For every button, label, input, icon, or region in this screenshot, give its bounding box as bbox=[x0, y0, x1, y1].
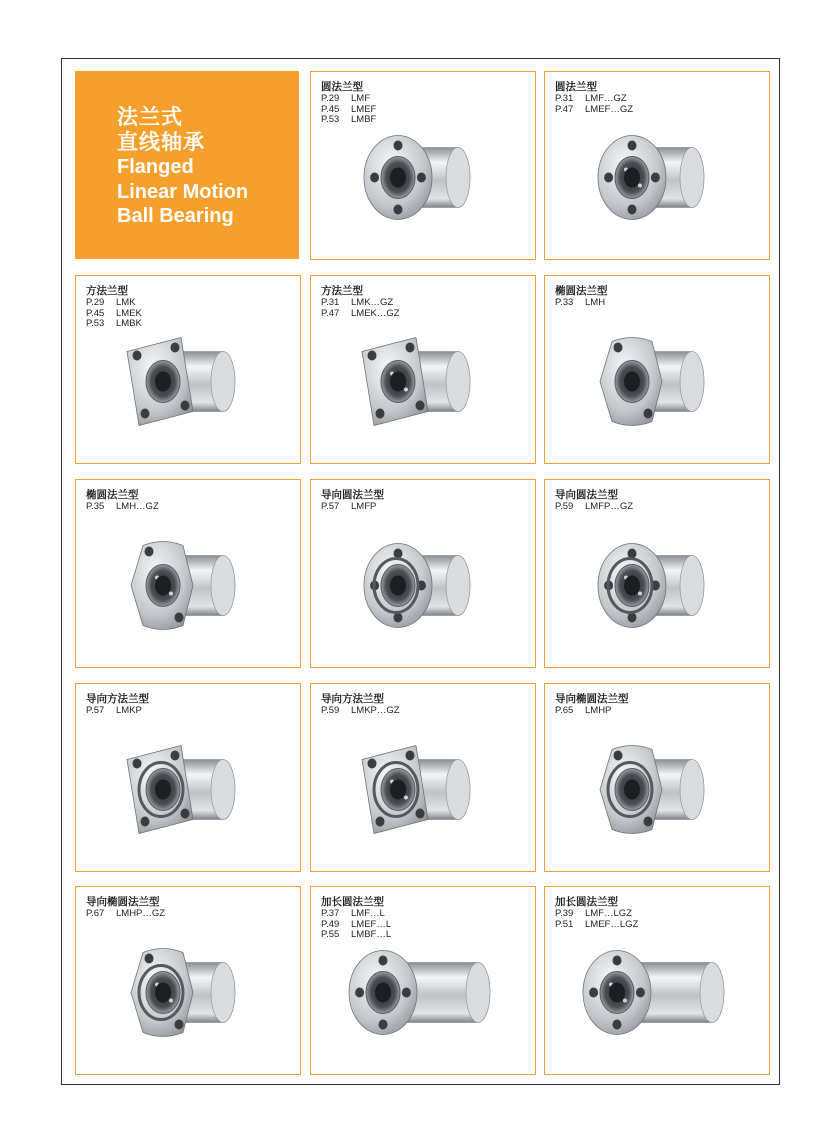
page-ref: P.59 bbox=[555, 501, 574, 512]
model-code: LMEK…GZ bbox=[351, 307, 400, 319]
product-card bbox=[310, 71, 536, 260]
product-refs bbox=[555, 298, 605, 309]
model-code: LMEF…LGZ bbox=[585, 918, 639, 930]
product-card bbox=[75, 275, 301, 464]
model-code: LMK bbox=[116, 297, 136, 308]
model-code: LMF…LGZ bbox=[585, 908, 632, 919]
product-title: 加长圆法兰型 bbox=[321, 896, 384, 908]
page-ref: P.47 bbox=[555, 103, 574, 115]
product-title: 椭圆法兰型 bbox=[555, 285, 608, 297]
oval-flange-bearing-image bbox=[577, 317, 737, 452]
product-refs bbox=[321, 706, 400, 717]
product-title: 加长圆法兰型 bbox=[555, 896, 618, 908]
page-ref: P.45 bbox=[321, 103, 340, 115]
pilot-oval-flange-bearing-image bbox=[577, 725, 737, 860]
product-title: 导向方法兰型 bbox=[321, 693, 384, 705]
product-refs bbox=[555, 502, 633, 513]
page-ref: P.55 bbox=[321, 929, 340, 940]
product-card bbox=[310, 886, 536, 1075]
product-title: 圆法兰型 bbox=[321, 81, 363, 93]
product-card bbox=[310, 683, 536, 872]
long-round-flange-gz-bearing-image bbox=[577, 928, 737, 1063]
ref-row bbox=[555, 502, 633, 513]
model-code: LMF bbox=[351, 93, 370, 104]
page-ref: P.45 bbox=[86, 307, 105, 319]
product-title: 导向椭圆法兰型 bbox=[555, 693, 629, 705]
product-card bbox=[310, 275, 536, 464]
product-card bbox=[544, 275, 770, 464]
page-ref: P.29 bbox=[86, 297, 105, 308]
product-title: 导向方法兰型 bbox=[86, 693, 149, 705]
product-refs bbox=[555, 706, 611, 717]
model-code: LMK…GZ bbox=[351, 297, 394, 308]
model-code: LMFP…GZ bbox=[585, 501, 634, 512]
model-code: LMF…L bbox=[351, 908, 385, 919]
ref-row bbox=[86, 909, 165, 920]
pilot-round-flange-gz-bearing-image bbox=[577, 521, 737, 656]
page-ref: P.57 bbox=[321, 501, 340, 512]
page-ref: P.47 bbox=[321, 307, 340, 319]
model-code: LMEF bbox=[351, 103, 377, 115]
oval-flange-gz-bearing-image bbox=[108, 521, 268, 656]
pilot-round-flange-bearing-image bbox=[343, 521, 503, 656]
hero-banner bbox=[75, 71, 299, 259]
model-code: LMBF…L bbox=[351, 929, 392, 940]
model-code: LMH bbox=[585, 297, 606, 308]
long-round-flange-bearing-image bbox=[343, 928, 503, 1063]
product-title: 方法兰型 bbox=[321, 285, 363, 297]
hero-title-zh-1: 法兰式 bbox=[117, 105, 183, 129]
ref-row bbox=[555, 706, 611, 717]
pilot-square-flange-bearing-image bbox=[108, 725, 268, 860]
page-ref: P.35 bbox=[86, 501, 105, 512]
square-flange-bearing-image bbox=[108, 317, 268, 452]
product-card bbox=[310, 479, 536, 668]
pilot-square-flange-gz-bearing-image bbox=[343, 725, 503, 860]
page-ref: P.29 bbox=[321, 93, 340, 104]
round-flange-bearing-image bbox=[343, 113, 503, 248]
product-card bbox=[75, 886, 301, 1075]
product-card bbox=[544, 71, 770, 260]
page-ref: P.33 bbox=[555, 297, 574, 308]
ref-row bbox=[86, 706, 142, 717]
product-title: 椭圆法兰型 bbox=[86, 489, 139, 501]
product-title: 导向椭圆法兰型 bbox=[86, 896, 160, 908]
product-title: 圆法兰型 bbox=[555, 81, 597, 93]
product-card bbox=[544, 886, 770, 1075]
page-ref: P.51 bbox=[555, 918, 574, 930]
page-ref: P.53 bbox=[321, 114, 340, 125]
model-code: LMFP bbox=[351, 501, 377, 512]
model-code: LMEF…GZ bbox=[585, 103, 634, 115]
model-code: LMHP…GZ bbox=[116, 908, 166, 919]
model-code: LMEK bbox=[116, 307, 142, 319]
product-refs bbox=[321, 502, 376, 513]
product-refs bbox=[86, 706, 142, 717]
model-code: LMH…GZ bbox=[116, 501, 159, 512]
model-code: LMBF bbox=[351, 114, 377, 125]
page-ref: P.65 bbox=[555, 705, 574, 716]
model-code: LMEF…L bbox=[351, 918, 392, 930]
hero-title-en-1: Flanged bbox=[117, 156, 194, 178]
model-code: LMHP bbox=[585, 705, 612, 716]
ref-row bbox=[321, 706, 400, 717]
model-code: LMKP…GZ bbox=[351, 705, 400, 716]
page-ref: P.57 bbox=[86, 705, 105, 716]
pilot-oval-flange-gz-bearing-image bbox=[108, 928, 268, 1063]
page-ref: P.37 bbox=[321, 908, 340, 919]
page-ref: P.31 bbox=[555, 93, 574, 104]
page-ref: P.53 bbox=[86, 318, 105, 329]
page-ref: P.67 bbox=[86, 908, 105, 919]
hero-title-zh-2: 直线轴承 bbox=[117, 130, 205, 154]
product-title: 导向圆法兰型 bbox=[321, 489, 384, 501]
page-ref: P.39 bbox=[555, 908, 574, 919]
product-card bbox=[544, 683, 770, 872]
model-code: LMF…GZ bbox=[585, 93, 627, 104]
model-code: LMBK bbox=[116, 318, 142, 329]
hero-text bbox=[117, 105, 248, 229]
ref-row bbox=[555, 298, 605, 309]
hero-title-en-3: Ball Bearing bbox=[117, 205, 234, 227]
page-ref: P.49 bbox=[321, 918, 340, 930]
page-ref: P.59 bbox=[321, 705, 340, 716]
hero-title-en-2: Linear Motion bbox=[117, 180, 249, 203]
round-flange-gz-bearing-image bbox=[577, 113, 737, 248]
product-title: 导向圆法兰型 bbox=[555, 489, 618, 501]
product-refs bbox=[86, 502, 159, 513]
square-flange-gz-bearing-image bbox=[343, 317, 503, 452]
product-card bbox=[75, 683, 301, 872]
ref-row bbox=[321, 502, 376, 513]
page-ref: P.31 bbox=[321, 297, 340, 308]
product-refs bbox=[86, 909, 165, 920]
ref-row bbox=[86, 502, 159, 513]
product-title: 方法兰型 bbox=[86, 285, 128, 297]
product-card bbox=[544, 479, 770, 668]
product-card bbox=[75, 479, 301, 668]
model-code: LMKP bbox=[116, 705, 142, 716]
